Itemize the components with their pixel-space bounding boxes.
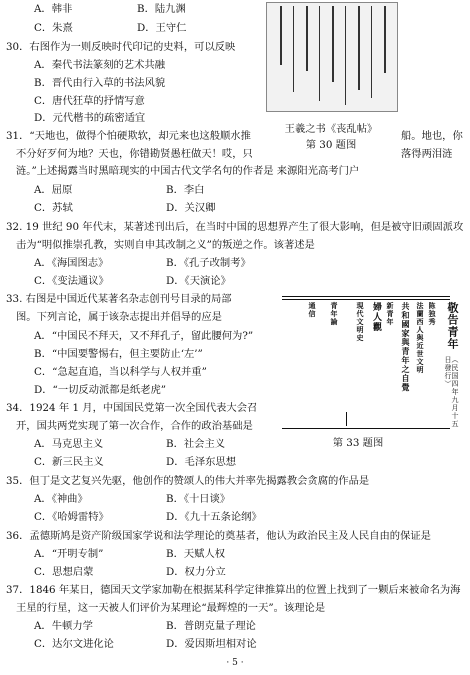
calligraphy-image: [266, 2, 398, 112]
q31-option-a: A．屈原: [34, 184, 73, 196]
q30-figure-caption-title: 王羲之书《丧乱帖》: [284, 123, 378, 135]
q33-stem-line-2: 图。下列言论，属于该杂志提出并倡导的应是: [16, 311, 222, 323]
q34-stem-line-2: 开，国共两党实现了第一次合作，合作的政治基础是: [16, 420, 253, 432]
q31-option-d: D．关汉卿: [166, 202, 216, 214]
q31-stem-line-2: 不分好歹何为地？天也，你错勘贤愚枉做天！哎，只: [16, 148, 253, 160]
q36-option-b: B．天赋人权: [166, 548, 226, 560]
q36-stem: 36．孟德斯鸠是资产阶级国家学说和法学理论的奠基者，他认为政治民主及人民自由的保证是: [6, 530, 431, 542]
q33-option-c: C．“急起直追，当以科学与人权并重”: [34, 366, 207, 378]
q31-stem-line-2-tail: 落得两泪涟: [401, 148, 453, 160]
q30-stem: 30．右图作为一则反映时代印记的史料，可以反映: [6, 41, 236, 53]
magazine-column-5: 婦人觀: [371, 302, 381, 332]
q36-option-a: A．“开明专制”: [34, 548, 104, 560]
q37-option-c: C．达尔文进化论: [34, 638, 114, 650]
q33-stem-line-1: 33. 右图是中国近代某著名杂志创刊号目录的局部: [6, 293, 232, 305]
magazine-column-author: 陈独秀: [428, 302, 437, 326]
page-number: · 5 ·: [226, 658, 244, 668]
magazine-title-column: 敬告青年: [446, 302, 459, 350]
magazine-column-3: 共和國家與青年之自覺: [401, 302, 411, 392]
q34-option-d: D．毛泽东思想: [166, 456, 237, 468]
magazine-contents-image: [282, 292, 458, 432]
magazine-column-7: 青年論: [330, 302, 339, 326]
q29-option-b: B．陆九渊: [137, 3, 186, 15]
q31-stem-line-1: 31．“天地也，做得个怕硬欺软，却元来也这般顺水推: [6, 130, 251, 142]
q30-figure-caption: 第 30 题图: [305, 139, 357, 151]
magazine-column-8: 通信: [308, 302, 317, 318]
q30-option-a: A．秦代书法篆刻的艺术共融: [34, 59, 165, 71]
magazine-date-column: （民国四年九月十五日發行）: [444, 356, 459, 428]
q37-stem-line-1: 37．1846 年某日，德国天文学家加勒在根据某科学定律推算出的位置上找到了一颗后来被命名为海: [6, 584, 461, 596]
q29-option-d: D．王守仁: [137, 22, 187, 34]
magazine-column-4: 新青年: [386, 302, 395, 326]
q35-option-d: D．《九十五条论纲》: [166, 511, 262, 523]
q30-option-c: C．唐代狂草的抒情写意: [34, 95, 145, 107]
q35-option-a: A．《神曲》: [34, 493, 88, 505]
q33-option-a: A．“中国民不拜天，又不拜孔子，留此腰何为?”: [34, 330, 254, 342]
q36-option-d: D．权力分立: [166, 566, 226, 578]
q32-option-a: A．《海国图志》: [34, 257, 109, 269]
q36-option-c: C．思想启蒙: [34, 566, 94, 578]
magazine-column-2: 法蘭西人與近世文明: [416, 302, 425, 374]
q31-option-c: C．苏轼: [34, 202, 73, 214]
q34-stem-line-1: 34．1924 年 1 月，中国国民党第一次全国代表大会召: [6, 402, 258, 414]
q30-option-b: B．晋代由行入草的书法风貌: [34, 77, 166, 89]
q32-option-d: D．《天演论》: [166, 275, 231, 287]
q34-option-c: C．新三民主义: [34, 456, 104, 468]
q37-stem-line-2: 王星的行星，这一天被人们评价为某理论“最辉煌的一天”。该理论是: [16, 602, 326, 614]
q33-option-b: B．“中国要警惕右，但主要防止‘左’”: [34, 348, 203, 360]
q33-option-d: D．“一切反动派都是纸老虎”: [34, 384, 167, 396]
q37-option-a: A．牛顿力学: [34, 620, 93, 632]
q34-option-a: A．马克思主义: [34, 438, 104, 450]
q37-option-d: D．爱因斯坦相对论: [166, 638, 257, 650]
q32-stem-line-2: 击为“明似推崇孔教，实则自申其改制之义”的叛逆之作。该著述是: [16, 239, 315, 251]
q29-option-c: C．朱熹: [34, 22, 73, 34]
q31-option-b: B．李白: [166, 184, 205, 196]
q35-stem: 35．但丁是文艺复兴先驱，他创作的赞颂人的伟大并率先揭露教会贪腐的作品是: [6, 475, 370, 487]
q31-stem-line-3: 涟。”上述揭露当时黑暗现实的中国古代文学名句的作者是 来源阳光高考门户: [16, 165, 360, 177]
q30-option-d: D．元代楷书的疏密适宜: [34, 112, 146, 124]
q32-option-b: B．《孔子改制考》: [166, 257, 251, 269]
q29-option-a: A．韩非: [34, 3, 73, 15]
magazine-column-6: 現代文明史: [356, 302, 365, 342]
q32-option-c: C．《变法通议》: [34, 275, 109, 287]
q37-option-b: B．普朗克量子理论: [166, 620, 256, 632]
q35-option-b: B．《十日谈》: [166, 493, 231, 505]
q35-option-c: C．《哈姆雷特》: [34, 511, 109, 523]
q34-option-b: B．社会主义: [166, 438, 226, 450]
q31-stem-line-1-tail: 船。地也，你: [401, 130, 463, 142]
q32-stem-line-1: 32. 19 世纪 90 年代末，某著述刊出后，在当时中国的思想界产生了很大影响，但是被守旧顽固派攻: [6, 221, 464, 233]
q33-figure-caption: 第 33 题图: [332, 437, 384, 449]
